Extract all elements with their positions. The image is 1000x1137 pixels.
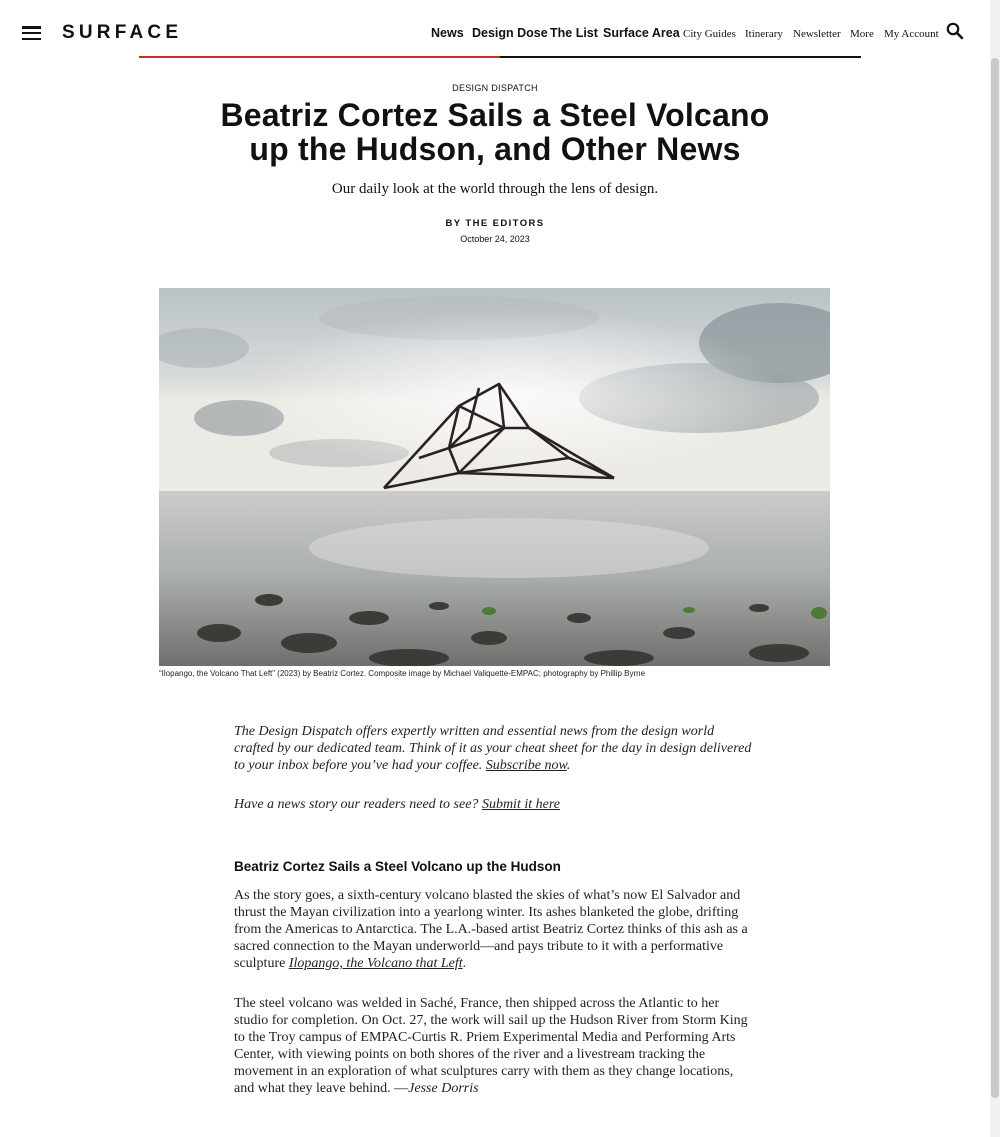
newsletter-intro-text: The Design Dispatch offers expertly written and essential news from the design world crafted by our dedicated team. Think of it as your cheat sheet for the day in design delivered to your inbox before you’ve had your coffee. <box>234 724 752 773</box>
submit-story-link[interactable]: Submit it here <box>481 797 560 812</box>
paragraph-2-text: The steel volcano was welded in Saché, France, then shipped across the Atlantic to her studio for completion. On Oct. 27, the work will sail up the Hudson River from Storm King to the Troy campus of EMPAC-Curtis R. Priem Experimental Media and Performing Arts Center, with viewing points on both shores of the river and a livestream tracking the movement in an exploration of what sculptures carry with them as they change locations, and what they leave behind. — <box>234 996 748 1096</box>
article-title-line2: up the Hudson, and Other News <box>249 131 741 167</box>
newsletter-intro-end: . <box>566 758 571 773</box>
paragraph-2 <box>234 995 756 1097</box>
article-date: October 24, 2023 <box>460 234 530 244</box>
article-title-line1: Beatriz Cortez Sails a Steel Volcano <box>220 97 770 133</box>
site-logo[interactable]: SURFACE <box>62 22 183 43</box>
newsletter-intro <box>234 723 756 774</box>
nav-item-the-list[interactable]: The List <box>550 26 598 40</box>
reading-progress-bar <box>139 56 861 58</box>
submit-story-prompt <box>234 796 756 813</box>
nav-item-surface-area[interactable]: Surface Area <box>603 26 680 40</box>
submit-story-text: Have a news story our readers need to see? <box>234 797 482 812</box>
nav-item-my-account[interactable]: My Account <box>884 28 939 40</box>
nav-item-city-guides[interactable]: City Guides <box>683 28 736 40</box>
article-dek: Our daily look at the world through the lens of design. <box>331 181 659 197</box>
search-icon[interactable] <box>946 22 964 40</box>
nav-item-more[interactable]: More <box>850 28 874 40</box>
hero-image-caption: “Ilopango, the Volcano That Left” (2023) by Beatriz Cortez. Composite image by Michael Valiquette-EMPAC; photography by Phillip Byrne <box>159 669 646 678</box>
nav-item-news[interactable]: News <box>431 26 464 40</box>
hero-image <box>159 288 830 666</box>
section-heading: Beatriz Cortez Sails a Steel Volcano up the Hudson <box>234 859 561 874</box>
article-byline[interactable]: BY THE EDITORS <box>445 218 545 229</box>
nav-item-itinerary[interactable]: Itinerary <box>745 28 783 40</box>
paragraph-1-end: . <box>462 956 467 971</box>
artwork-link[interactable]: Ilopango, the Volcano that Left <box>288 956 463 971</box>
paragraph-1 <box>234 887 756 972</box>
author-name: Jesse Dorris <box>408 1081 479 1096</box>
subscribe-link[interactable]: Subscribe now <box>485 758 567 773</box>
article-title <box>200 98 790 166</box>
main-nav <box>0 26 1000 46</box>
paragraph-1-text: As the story goes, a sixth-century volcano blasted the skies of what’s now El Salvador and thrust the Mayan civilization into a yearlong winter. Its ashes blanketed the globe, drifting from the Americas to Antarctica. The L.A.-based artist Beatriz Cortez thinks of this ash as a sacred connection to the Mayan underworld—and pays tribute to it with a performative sculpture <box>234 888 748 971</box>
reading-progress-fill <box>139 56 500 58</box>
nav-item-design-dose[interactable]: Design Dose <box>472 26 548 40</box>
scrollbar-thumb[interactable] <box>991 58 999 1098</box>
nav-item-newsletter[interactable]: Newsletter <box>793 28 841 40</box>
article-kicker[interactable]: DESIGN DISPATCH <box>452 83 538 93</box>
